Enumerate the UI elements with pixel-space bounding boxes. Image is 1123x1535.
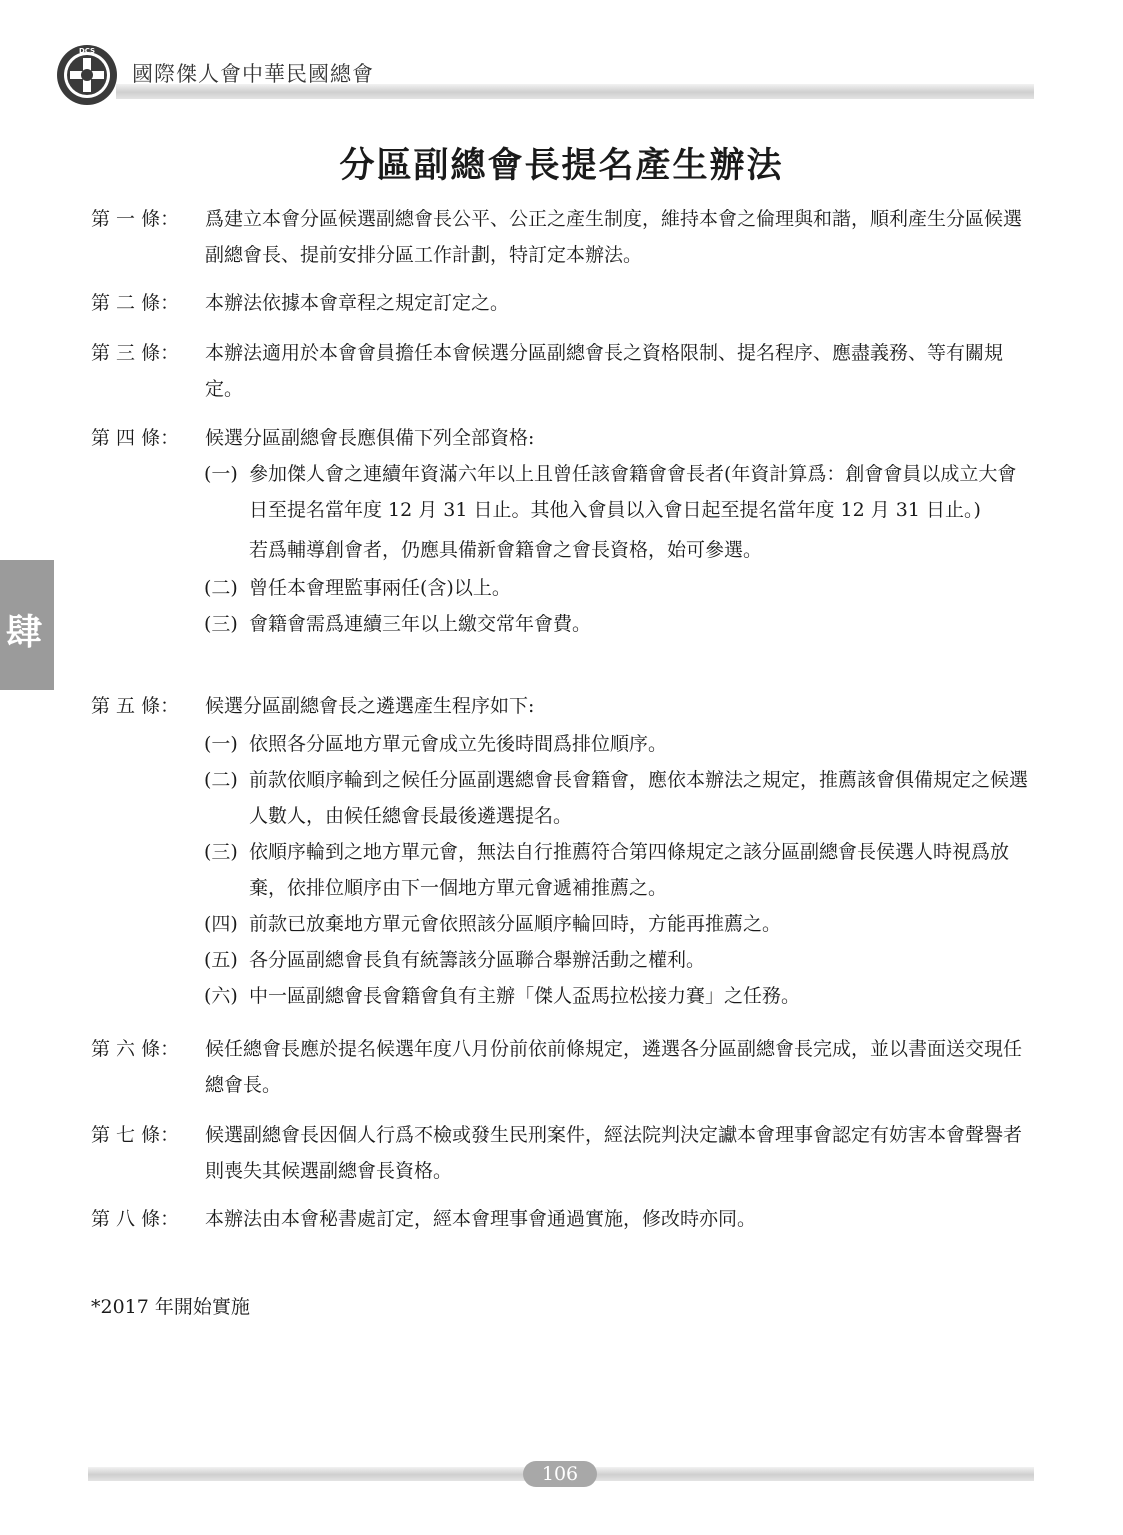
article-text: 本辦法適用於本會會員擔任本會候選分區副總會長之資格限制、提名程序、應盡義務、等有關規定。 bbox=[205, 342, 1004, 400]
article-5 bbox=[91, 688, 1031, 724]
item-text: 前款依順序輪到之候任分區副選總會長會籍會，應依本辦法之規定，推薦該會俱備規定之候選人數人，由候任總會長最後遴選提名。 bbox=[249, 769, 1029, 827]
item-text: 會籍會需爲連續三年以上繳交常年會費。 bbox=[249, 613, 592, 635]
item-text: 參加傑人會之連續年資滿六年以上且曾任該會籍會會長者(年資計算爲：創會會員以成立大會日至提名當年度 12 月 31 日止。其他入會員以入會日起至提名當年度 12 月 31 日止。) bbox=[249, 463, 1017, 521]
article-1 bbox=[91, 201, 1031, 273]
article-text: 候選分區副總會長之遴選產生程序如下: bbox=[205, 695, 535, 717]
item-number: (四) bbox=[204, 913, 238, 935]
article-label: 第 三 條： bbox=[91, 342, 180, 364]
article-text: 候任總會長應於提名候選年度八月份前依前條規定，遴選各分區副總會長完成，並以書面送交現任總會長。 bbox=[205, 1038, 1023, 1096]
article-text: 本辦法由本會秘書處訂定，經本會理事會通過實施，修改時亦同。 bbox=[205, 1208, 757, 1230]
list-item bbox=[204, 762, 1034, 834]
item-text: 中一區副總會長會籍會負有主辦「傑人盃馬拉松接力賽」之任務。 bbox=[249, 985, 801, 1007]
article-2 bbox=[91, 285, 1031, 321]
list-item bbox=[204, 726, 1034, 762]
item-text: 依照各分區地方單元會成立先後時間爲排位順序。 bbox=[249, 733, 668, 755]
item-text: 曾任本會理監事兩任(含)以上。 bbox=[249, 577, 511, 599]
article-7 bbox=[91, 1117, 1031, 1189]
item-number: (三) bbox=[204, 613, 238, 635]
article-label: 第 七 條： bbox=[91, 1124, 180, 1146]
list-item bbox=[204, 606, 1034, 642]
list-item bbox=[204, 906, 1034, 942]
item-number: (二) bbox=[204, 769, 238, 791]
list-item bbox=[204, 834, 1034, 906]
item-note: 若爲輔導創會者，仍應具備新會籍會之會長資格，始可參選。 bbox=[249, 539, 763, 561]
chapter-tab bbox=[0, 560, 54, 690]
item-number: (一) bbox=[204, 733, 238, 755]
item-text: 各分區副總會長負有統籌該分區聯合舉辦活動之權利。 bbox=[249, 949, 706, 971]
article-text: 爲建立本會分區候選副總會長公平、公正之產生制度，維持本會之倫理與和諧，順利產生分區候選副總會長、提前安排分區工作計劃，特訂定本辦法。 bbox=[205, 208, 1023, 266]
dcs-logo-icon bbox=[56, 44, 118, 106]
list-item bbox=[204, 456, 1034, 568]
item-number: (五) bbox=[204, 949, 238, 971]
article-label: 第 六 條： bbox=[91, 1038, 180, 1060]
item-number: (一) bbox=[204, 463, 238, 485]
page-title: 分區副總會長提名產生辦法 bbox=[339, 146, 784, 186]
list-item bbox=[204, 978, 1034, 1014]
article-5-items bbox=[204, 726, 1034, 1014]
article-label: 第 八 條： bbox=[91, 1208, 180, 1230]
article-label: 第 四 條： bbox=[91, 427, 180, 449]
item-number: (六) bbox=[204, 985, 238, 1007]
org-name: 國際傑人會中華民國總會 bbox=[132, 62, 374, 86]
article-text: 本辦法依據本會章程之規定訂定之。 bbox=[205, 292, 510, 314]
article-3 bbox=[91, 335, 1031, 407]
article-6 bbox=[91, 1031, 1031, 1103]
page-header bbox=[56, 40, 1036, 104]
article-8 bbox=[91, 1201, 1031, 1237]
article-4-items bbox=[204, 456, 1034, 642]
article-label: 第 二 條： bbox=[91, 292, 180, 314]
item-text: 前款已放棄地方單元會依照該分區順序輪回時，方能再推薦之。 bbox=[249, 913, 782, 935]
page-number: 106 bbox=[523, 1461, 597, 1487]
article-text: 候選分區副總會長應俱備下列全部資格: bbox=[205, 427, 535, 449]
article-label: 第 一 條： bbox=[91, 208, 180, 230]
article-4 bbox=[91, 420, 1031, 456]
item-text: 依順序輪到之地方單元會，無法自行推薦符合第四條規定之該分區副總會長侯選人時視爲放棄，依排位順序由下一個地方單元會遞補推薦之。 bbox=[249, 841, 1010, 899]
item-number: (三) bbox=[204, 841, 238, 863]
chapter-tab-label: 肆 bbox=[6, 612, 43, 653]
list-item bbox=[204, 942, 1034, 978]
footnote: *2017 年開始實施 bbox=[91, 1296, 250, 1318]
article-text: 候選副總會長因個人行爲不檢或發生民刑案件，經法院判決定讞本會理事會認定有妨害本會聲譽者則喪失其候選副總會長資格。 bbox=[205, 1124, 1023, 1182]
article-label: 第 五 條： bbox=[91, 695, 180, 717]
logo-text: DCS bbox=[78, 47, 96, 55]
item-number: (二) bbox=[204, 577, 238, 599]
list-item bbox=[204, 570, 1034, 606]
